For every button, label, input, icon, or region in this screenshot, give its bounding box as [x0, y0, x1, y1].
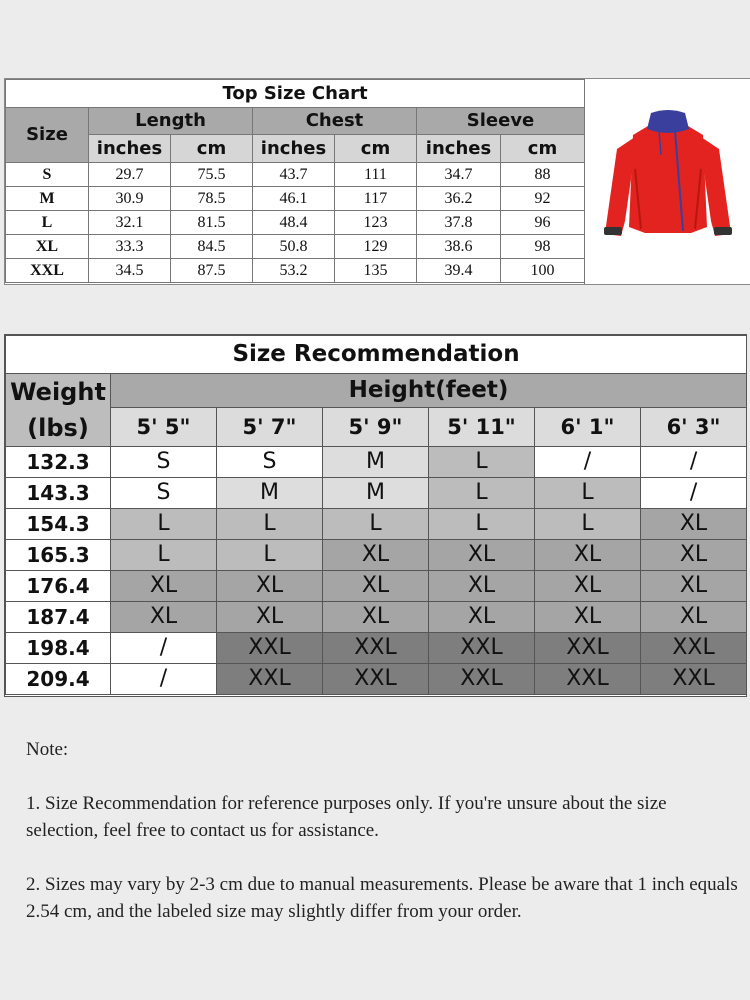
recommended-size-cell: XL: [429, 540, 535, 571]
size-label: L: [6, 211, 89, 235]
recommended-size-cell: XXL: [641, 664, 747, 695]
recommended-size-cell: S: [111, 478, 217, 509]
measurement-cell: 37.8: [417, 211, 501, 235]
recommended-size-cell: L: [535, 509, 641, 540]
measurement-cell: 39.4: [417, 259, 501, 283]
weight-column-header: [6, 374, 111, 447]
recommended-size-cell: L: [217, 540, 323, 571]
weight-row: [6, 664, 747, 695]
recommended-size-cell: XL: [217, 602, 323, 633]
top-chart-title: Top Size Chart: [6, 80, 585, 108]
measurement-cell: 53.2: [253, 259, 335, 283]
weight-value: 143.3: [6, 478, 111, 509]
recommended-size-cell: XXL: [641, 633, 747, 664]
unit-header: inches: [253, 135, 335, 163]
measurement-cell: 50.8: [253, 235, 335, 259]
measurement-cell: 38.6: [417, 235, 501, 259]
measurement-cell: 78.5: [171, 187, 253, 211]
height-value-header: 5' 11": [429, 408, 535, 447]
recommended-size-cell: XXL: [429, 664, 535, 695]
weight-value: 154.3: [6, 509, 111, 540]
note-item: 2. Sizes may vary by 2-3 cm due to manual measurements. Please be aware that 1 inch equals 2.54 cm, and the labeled size may slightly differ from your order.: [26, 874, 738, 922]
measurement-cell: 34.5: [89, 259, 171, 283]
recommended-size-cell: XL: [641, 540, 747, 571]
recommended-size-cell: XXL: [217, 633, 323, 664]
product-image: [584, 79, 750, 284]
recommended-size-cell: M: [323, 447, 429, 478]
notes-section: [26, 736, 742, 925]
measurement-cell: 32.1: [89, 211, 171, 235]
chest-group-header: Chest: [253, 108, 417, 135]
recommended-size-cell: M: [217, 478, 323, 509]
height-value-header: 5' 7": [217, 408, 323, 447]
recommended-size-cell: L: [429, 447, 535, 478]
recommended-size-cell: XL: [641, 509, 747, 540]
weight-row: [6, 633, 747, 664]
recommended-size-cell: S: [111, 447, 217, 478]
weight-row: [6, 447, 747, 478]
weight-value: 176.4: [6, 571, 111, 602]
recommended-size-cell: /: [111, 664, 217, 695]
top-size-table: [5, 79, 585, 283]
height-values-row: [6, 408, 747, 447]
unit-header: inches: [89, 135, 171, 163]
measurement-cell: 33.3: [89, 235, 171, 259]
recommended-size-cell: XL: [323, 602, 429, 633]
size-label: M: [6, 187, 89, 211]
top-size-chart: [4, 78, 750, 285]
recommended-size-cell: /: [111, 633, 217, 664]
size-label: S: [6, 163, 89, 187]
note-item: 1. Size Recommendation for reference purposes only. If you're unsure about the size selection, feel free to contact us for assistance.: [26, 793, 667, 841]
unit-header: inches: [417, 135, 501, 163]
recommended-size-cell: /: [641, 447, 747, 478]
recommended-size-cell: XL: [111, 571, 217, 602]
weight-row: [6, 571, 747, 602]
recommended-size-cell: M: [323, 478, 429, 509]
recommended-size-cell: XL: [323, 571, 429, 602]
sleeve-group-header: Sleeve: [417, 108, 585, 135]
recommended-size-cell: XL: [217, 571, 323, 602]
measurement-cell: 48.4: [253, 211, 335, 235]
recommended-size-cell: XL: [111, 602, 217, 633]
measurement-cell: 100: [501, 259, 585, 283]
height-value-header: 5' 5": [111, 408, 217, 447]
unit-header: cm: [335, 135, 417, 163]
recommended-size-cell: XL: [323, 540, 429, 571]
recommended-size-cell: XL: [641, 571, 747, 602]
recommended-size-cell: XL: [535, 602, 641, 633]
recommended-size-cell: XL: [429, 602, 535, 633]
recommended-size-cell: S: [217, 447, 323, 478]
size-label: XL: [6, 235, 89, 259]
weight-row: [6, 540, 747, 571]
size-recommendation-chart: [4, 334, 747, 697]
recommended-size-cell: L: [323, 509, 429, 540]
height-value-header: 6' 3": [641, 408, 747, 447]
measurement-cell: 96: [501, 211, 585, 235]
weight-value: 187.4: [6, 602, 111, 633]
recommended-size-cell: XL: [641, 602, 747, 633]
weight-row: [6, 602, 747, 633]
measurement-cell: 30.9: [89, 187, 171, 211]
recommended-size-cell: XL: [429, 571, 535, 602]
top-size-rows: [6, 163, 585, 283]
size-row: [6, 187, 585, 211]
size-recommendation-table: [5, 335, 747, 695]
recommendation-title: Size Recommendation: [6, 336, 747, 374]
size-column-header: Size: [6, 108, 89, 163]
measurement-cell: 84.5: [171, 235, 253, 259]
recommended-size-cell: XXL: [323, 633, 429, 664]
weight-header-line1: Weight: [10, 378, 106, 406]
weight-value: 198.4: [6, 633, 111, 664]
weight-header-line2: (lbs): [27, 414, 89, 442]
recommended-size-cell: XXL: [429, 633, 535, 664]
jacket-icon: [595, 109, 741, 249]
measurement-cell: 111: [335, 163, 417, 187]
recommended-size-cell: L: [535, 478, 641, 509]
recommended-size-cell: L: [429, 478, 535, 509]
measurement-cell: 36.2: [417, 187, 501, 211]
size-row: [6, 259, 585, 283]
measurement-cell: 75.5: [171, 163, 253, 187]
recommended-size-cell: L: [429, 509, 535, 540]
measurement-cell: 117: [335, 187, 417, 211]
recommended-size-cell: XXL: [323, 664, 429, 695]
unit-header: cm: [171, 135, 253, 163]
weight-value: 132.3: [6, 447, 111, 478]
weight-value: 165.3: [6, 540, 111, 571]
unit-header: cm: [501, 135, 585, 163]
measurement-cell: 34.7: [417, 163, 501, 187]
recommended-size-cell: L: [217, 509, 323, 540]
notes-title: Note:: [26, 739, 69, 760]
measurement-cell: 129: [335, 235, 417, 259]
measurement-cell: 88: [501, 163, 585, 187]
measurement-cell: 46.1: [253, 187, 335, 211]
measurement-cell: 43.7: [253, 163, 335, 187]
weight-row: [6, 509, 747, 540]
recommended-size-cell: XL: [535, 571, 641, 602]
length-group-header: Length: [89, 108, 253, 135]
recommended-size-cell: XXL: [217, 664, 323, 695]
size-label: XXL: [6, 259, 89, 283]
recommended-size-cell: XXL: [535, 633, 641, 664]
weight-value: 209.4: [6, 664, 111, 695]
measurement-cell: 92: [501, 187, 585, 211]
size-row: [6, 211, 585, 235]
measurement-cell: 98: [501, 235, 585, 259]
size-row: [6, 235, 585, 259]
measurement-cell: 87.5: [171, 259, 253, 283]
measurement-cell: 135: [335, 259, 417, 283]
height-value-header: 5' 9": [323, 408, 429, 447]
recommendation-rows: [6, 447, 747, 695]
recommended-size-cell: /: [641, 478, 747, 509]
measurement-cell: 123: [335, 211, 417, 235]
recommended-size-cell: L: [111, 540, 217, 571]
height-value-header: 6' 1": [535, 408, 641, 447]
measurement-cell: 29.7: [89, 163, 171, 187]
size-row: [6, 163, 585, 187]
weight-row: [6, 478, 747, 509]
height-group-header: Height(feet): [111, 374, 747, 408]
recommended-size-cell: /: [535, 447, 641, 478]
measurement-cell: 81.5: [171, 211, 253, 235]
recommended-size-cell: XXL: [535, 664, 641, 695]
recommended-size-cell: XL: [535, 540, 641, 571]
recommended-size-cell: L: [111, 509, 217, 540]
